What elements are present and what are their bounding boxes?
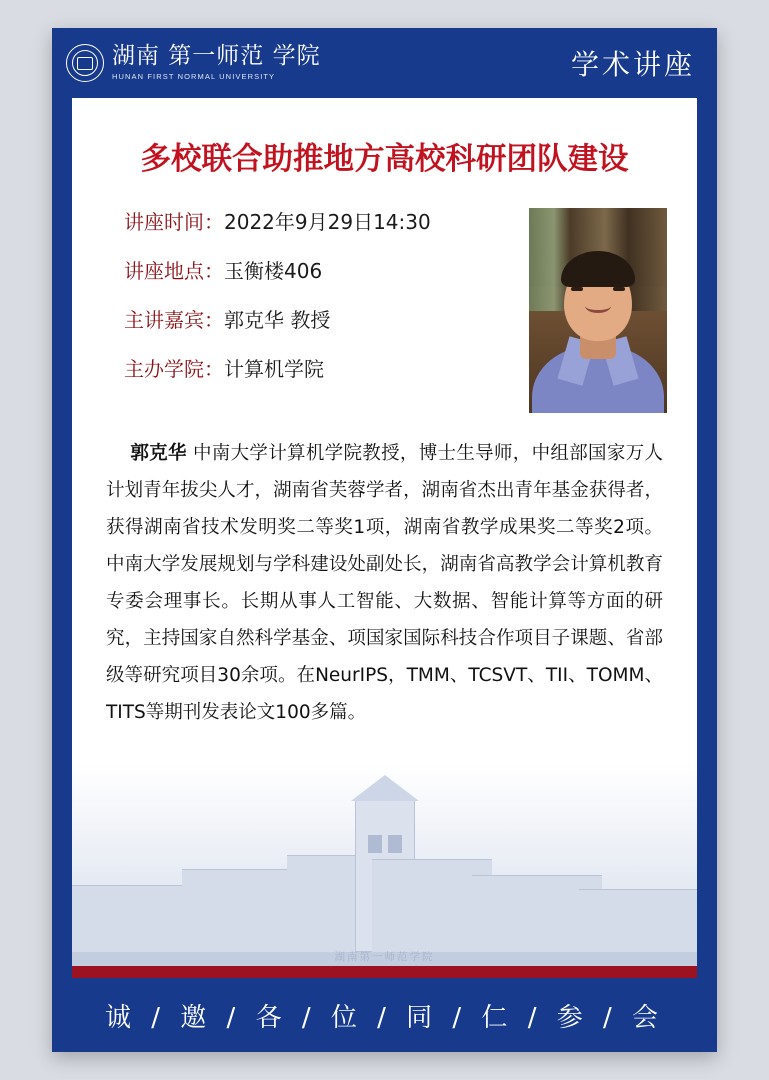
info-label-place: 讲座地点： <box>124 259 224 283</box>
info-label-speaker: 主讲嘉宾： <box>124 308 224 332</box>
info-item-place <box>124 255 529 284</box>
speaker-portrait <box>529 208 667 413</box>
info-value-speaker: 郭克华 教授 <box>224 308 331 332</box>
footer-invite-text: 诚 / 邀 / 各 / 位 / 同 / 仁 / 参 / 会 <box>104 1002 665 1033</box>
campus-tower-window-1 <box>368 835 382 853</box>
info-label-time: 讲座时间： <box>124 210 224 234</box>
campus-caption: 湖南第一师范学院 <box>334 951 435 963</box>
campus-tower-window-2 <box>388 835 402 853</box>
portrait-eye-right <box>613 287 625 291</box>
info-value-host: 计算机学院 <box>224 357 324 381</box>
info-value-place: 玉衡楼406 <box>224 259 323 283</box>
lecture-title: 多校联合助推地方高校科研团队建设 <box>140 142 629 177</box>
campus-illustration <box>72 763 697 978</box>
logo-text <box>112 45 321 81</box>
card-bottom-accent-bar <box>72 966 697 978</box>
poster-header <box>52 28 717 98</box>
header-tag: 学术讲座 <box>570 48 695 81</box>
poster <box>52 28 717 1052</box>
bio-body: 中南大学计算机学院教授，博士生导师，中组部国家万人计划青年拔尖人才，湖南省芙蓉学者，湖南省杰出青年基金获得者，获得湖南省技术发明奖二等奖1项，湖南省教学成果奖二等奖2项。中南大学发展规划与学科建设处副处长，湖南省高教学会计算机教育专委会理事长。长期从事人工智能、大数据、智能计算等方面的研究，主持国家自然科学基金、项国家国际科技合作项目子课题、省部级等研究项目30余项。在NeurIPS，TMM、TCSVT、TII、TOMM、TITS等期刊发表论文100多篇。 <box>106 443 663 723</box>
portrait-eye-left <box>571 287 583 291</box>
info-item-speaker <box>124 304 529 333</box>
campus-building-right-2 <box>579 889 697 952</box>
poster-card <box>72 98 697 978</box>
info-item-time <box>124 206 529 235</box>
logo-name-cn: 湖南 第一师范 学院 <box>112 43 321 70</box>
poster-footer <box>52 978 717 1052</box>
speaker-bio <box>106 435 663 731</box>
info-label-host: 主办学院： <box>124 357 224 381</box>
info-item-host <box>124 353 529 382</box>
info-value-time: 2022年9月29日14:30 <box>224 210 431 234</box>
bio-speaker-name: 郭克华 <box>130 443 187 464</box>
lecture-info-row <box>102 206 667 413</box>
university-logo <box>66 44 321 82</box>
portrait-smile <box>585 299 611 313</box>
logo-name-en: HUNAN FIRST NORMAL UNIVERSITY <box>112 72 276 82</box>
university-seal-icon <box>66 44 104 82</box>
lecture-info-list <box>102 206 529 402</box>
